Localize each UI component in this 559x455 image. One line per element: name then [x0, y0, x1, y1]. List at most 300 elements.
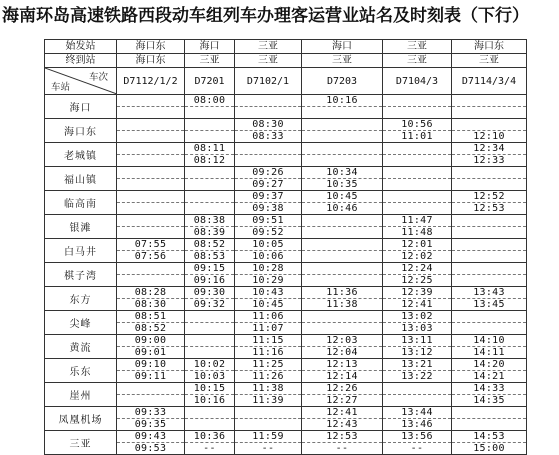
arrive-time [235, 143, 301, 155]
depart-time: 09:01 [134, 347, 167, 358]
time-cell [185, 215, 235, 239]
station-row [45, 335, 527, 359]
depart-time: 08:12 [193, 155, 226, 166]
arrive-time: 12:24 [383, 263, 451, 275]
depart-time: 10:35 [326, 179, 358, 190]
time-cell [117, 311, 185, 335]
depart-time: 12:10 [473, 131, 505, 142]
arrive-time: 11:06 [235, 311, 301, 323]
time-cell [117, 119, 185, 143]
arrive-time: 09:26 [235, 167, 301, 179]
arrive-time [383, 95, 451, 107]
arrive-time: 13:43 [452, 287, 526, 299]
terminus-cell: 三亚 [185, 54, 235, 68]
arrive-time: 13:56 [383, 431, 451, 443]
depart-time [117, 179, 184, 190]
time-cell [235, 191, 302, 215]
time-cell [452, 143, 527, 167]
depart-time: 11:48 [401, 227, 433, 238]
depart-time: 07:56 [134, 251, 167, 262]
arrive-time: 08:52 [185, 239, 234, 251]
depart-time [235, 155, 301, 166]
station-name: 白马井 [45, 239, 117, 263]
depart-time: 09:53 [134, 443, 167, 454]
arrive-time: 09:43 [117, 431, 184, 443]
arrive-time: 11:59 [235, 431, 301, 443]
time-cell [452, 119, 527, 143]
depart-time [383, 203, 451, 214]
time-cell [235, 311, 302, 335]
station-row [45, 119, 527, 143]
arrive-time [185, 167, 234, 179]
time-cell [452, 95, 527, 119]
station-name: 老城镇 [45, 143, 117, 167]
arrive-time: 14:20 [452, 359, 526, 371]
train-number-cell: D7112/1/2 [117, 68, 185, 95]
depart-time: 12:04 [326, 347, 358, 358]
train-number-cell: D7201 [185, 68, 235, 95]
depart-time: 12:41 [401, 299, 433, 310]
train-number-row [45, 68, 527, 95]
depart-time: 14:35 [473, 395, 505, 406]
time-cell [302, 311, 383, 335]
time-cell [235, 119, 302, 143]
arrive-time: 11:47 [383, 215, 451, 227]
depart-time: 08:53 [193, 251, 226, 262]
depart-time [302, 155, 382, 166]
terminus-cell: 三亚 [383, 54, 452, 68]
depart-time [235, 419, 301, 430]
depart-time: 09:27 [252, 179, 284, 190]
depart-time: 11:07 [252, 323, 284, 334]
depart-time [452, 275, 526, 286]
time-cell [235, 359, 302, 383]
time-cell [185, 143, 235, 167]
arrive-time [302, 143, 382, 155]
terminus-row [45, 54, 527, 68]
train-number-cell: D7102/1 [235, 68, 302, 95]
depart-time [302, 323, 382, 334]
station-name: 海口 [45, 95, 117, 119]
depart-time: 13:45 [473, 299, 505, 310]
arrive-time [302, 119, 382, 131]
time-cell [452, 287, 527, 311]
timetable [44, 39, 527, 455]
arrive-time [302, 311, 382, 323]
arrive-time [117, 191, 184, 203]
arrive-time: 08:28 [117, 287, 184, 299]
time-cell [117, 167, 185, 191]
station-row [45, 383, 527, 407]
depart-time: 15:00 [473, 443, 505, 454]
time-cell [452, 215, 527, 239]
station-name: 临高南 [45, 191, 117, 215]
depart-time [117, 275, 184, 286]
arrive-time [185, 191, 234, 203]
arrive-time: 08:51 [117, 311, 184, 323]
depart-time [185, 419, 234, 430]
time-cell [383, 263, 452, 287]
depart-time: 13:46 [401, 419, 433, 430]
time-cell [383, 119, 452, 143]
arrive-time [117, 263, 184, 275]
terminus-cell: 海口东 [117, 54, 185, 68]
arrive-time: 08:00 [185, 95, 234, 107]
arrive-time [302, 215, 382, 227]
depart-time: 12:27 [326, 395, 358, 406]
time-cell [185, 119, 235, 143]
depart-time: 10:29 [252, 275, 284, 286]
depart-time: 10:45 [252, 299, 284, 310]
train-number-cell: D7104/3 [383, 68, 452, 95]
depart-time [185, 131, 234, 142]
arrive-time [452, 167, 526, 179]
depart-time: 14:21 [473, 371, 505, 382]
depart-time [383, 179, 451, 190]
time-cell [452, 335, 527, 359]
arrive-time [117, 215, 184, 227]
depart-time: 12:02 [401, 251, 433, 262]
depart-time: 10:06 [252, 251, 284, 262]
arrive-time: 09:51 [235, 215, 301, 227]
arrive-time: 10:28 [235, 263, 301, 275]
time-cell [117, 95, 185, 119]
arrive-time [452, 239, 526, 251]
depart-time: -- [203, 443, 216, 454]
depart-time: 09:52 [252, 227, 284, 238]
arrive-time [383, 167, 451, 179]
arrive-time [235, 95, 301, 107]
time-cell [235, 239, 302, 263]
station-name: 乐东 [45, 359, 117, 383]
depart-time [117, 155, 184, 166]
arrive-time [383, 383, 451, 395]
arrive-time: 10:02 [185, 359, 234, 371]
depart-time: 13:12 [401, 347, 433, 358]
depart-time [452, 323, 526, 334]
station-name: 福山镇 [45, 167, 117, 191]
arrive-time: 12:13 [302, 359, 382, 371]
time-cell [383, 215, 452, 239]
arrive-time [185, 119, 234, 131]
arrive-time [302, 239, 382, 251]
arrive-time: 12:53 [302, 431, 382, 443]
depart-time: 10:16 [193, 395, 226, 406]
arrive-time [302, 263, 382, 275]
arrive-time [452, 311, 526, 323]
arrive-time: 09:30 [185, 287, 234, 299]
depart-time: 14:11 [473, 347, 505, 358]
depart-time [302, 275, 382, 286]
depart-time [185, 347, 234, 358]
depart-time: 08:33 [252, 131, 284, 142]
depart-time: 11:39 [252, 395, 284, 406]
time-cell [383, 191, 452, 215]
depart-time: 10:46 [326, 203, 358, 214]
station-row [45, 143, 527, 167]
time-cell [383, 431, 452, 455]
arrive-time [117, 383, 184, 395]
arrive-time: 08:30 [235, 119, 301, 131]
arrive-time [452, 407, 526, 419]
station-row [45, 167, 527, 191]
arrive-time: 12:34 [452, 143, 526, 155]
depart-time: 09:32 [193, 299, 226, 310]
depart-time [185, 179, 234, 190]
time-cell [302, 215, 383, 239]
time-cell [185, 239, 235, 263]
station-row [45, 95, 527, 119]
arrive-time [452, 215, 526, 227]
depart-time: 12:14 [326, 371, 358, 382]
time-cell [302, 359, 383, 383]
station-row [45, 311, 527, 335]
time-cell [302, 95, 383, 119]
arrive-time [383, 143, 451, 155]
depart-time [383, 107, 451, 118]
origin-cell: 三亚 [235, 40, 302, 54]
station-name: 黄流 [45, 335, 117, 359]
terminus-cell: 三亚 [302, 54, 383, 68]
time-cell [235, 167, 302, 191]
time-cell [117, 215, 185, 239]
time-cell [302, 431, 383, 455]
depart-time: 11:16 [252, 347, 284, 358]
arrive-time [185, 311, 234, 323]
arrive-time: 09:37 [235, 191, 301, 203]
depart-time: -- [335, 443, 349, 454]
station-row [45, 263, 527, 287]
arrive-time: 12:01 [383, 239, 451, 251]
diagonal-header-cell [45, 68, 117, 95]
time-cell [235, 263, 302, 287]
time-cell [302, 191, 383, 215]
time-cell [383, 311, 452, 335]
arrive-time [235, 407, 301, 419]
time-cell [302, 119, 383, 143]
depart-time [185, 323, 234, 334]
time-cell [117, 431, 185, 455]
time-cell [302, 335, 383, 359]
depart-time: 12:53 [473, 203, 505, 214]
arrive-time: 11:36 [302, 287, 382, 299]
arrive-time [185, 335, 234, 347]
time-cell [117, 383, 185, 407]
terminus-cell: 三亚 [452, 54, 527, 68]
depart-time: 08:39 [193, 227, 226, 238]
time-cell [452, 407, 527, 431]
depart-time [117, 107, 184, 118]
time-cell [302, 143, 383, 167]
time-cell [383, 407, 452, 431]
station-name: 海口东 [45, 119, 117, 143]
time-cell [185, 167, 235, 191]
arrive-time: 10:05 [235, 239, 301, 251]
arrive-time: 10:45 [302, 191, 382, 203]
train-label: 车次 [88, 72, 108, 83]
arrive-time: 12:41 [302, 407, 382, 419]
station-name: 崖州 [45, 383, 117, 407]
depart-time: 08:30 [134, 299, 167, 310]
depart-time: 09:38 [252, 203, 284, 214]
time-cell [185, 191, 235, 215]
origin-cell: 海口东 [452, 40, 527, 54]
depart-time: 09:35 [134, 419, 167, 430]
time-cell [185, 431, 235, 455]
page-title: 海南环岛高速铁路西段动车组列车办理客运营业站名及时刻表（下行） [2, 6, 529, 26]
arrive-time: 12:03 [302, 335, 382, 347]
time-cell [235, 335, 302, 359]
time-cell [383, 383, 452, 407]
time-cell [117, 335, 185, 359]
depart-time: 08:52 [134, 323, 167, 334]
station-row [45, 191, 527, 215]
arrive-time [185, 407, 234, 419]
time-cell [302, 407, 383, 431]
station-label: 车站 [51, 82, 71, 93]
time-cell [117, 407, 185, 431]
time-cell [185, 359, 235, 383]
arrive-time: 12:39 [383, 287, 451, 299]
arrive-time: 14:33 [452, 383, 526, 395]
time-cell [235, 143, 302, 167]
arrive-time: 13:44 [383, 407, 451, 419]
station-row [45, 359, 527, 383]
station-name: 尖峰 [45, 311, 117, 335]
time-cell [302, 383, 383, 407]
time-cell [452, 263, 527, 287]
arrive-time: 09:15 [185, 263, 234, 275]
time-cell [302, 287, 383, 311]
arrive-time: 11:15 [235, 335, 301, 347]
time-cell [117, 191, 185, 215]
time-cell [117, 143, 185, 167]
time-cell [383, 287, 452, 311]
depart-time: 13:22 [401, 371, 433, 382]
arrive-time [452, 95, 526, 107]
time-cell [452, 383, 527, 407]
time-cell [452, 311, 527, 335]
depart-time: 12:25 [401, 275, 433, 286]
arrive-time: 13:11 [383, 335, 451, 347]
station-row [45, 287, 527, 311]
arrive-time: 10:56 [383, 119, 451, 131]
depart-time [452, 251, 526, 262]
arrive-time [117, 143, 184, 155]
depart-time [452, 179, 526, 190]
arrive-time: 09:00 [117, 335, 184, 347]
depart-time [185, 107, 234, 118]
train-number-cell: D7203 [302, 68, 383, 95]
depart-time: 12:43 [326, 419, 358, 430]
time-cell [452, 431, 527, 455]
arrive-time [117, 167, 184, 179]
arrive-time [117, 119, 184, 131]
time-cell [383, 167, 452, 191]
station-name: 东方 [45, 287, 117, 311]
time-cell [117, 359, 185, 383]
time-cell [185, 287, 235, 311]
depart-time: 12:33 [473, 155, 505, 166]
train-number-cell: D7114/3/4 [452, 68, 527, 95]
arrive-time [383, 191, 451, 203]
origin-cell: 海口 [185, 40, 235, 54]
time-cell [383, 335, 452, 359]
depart-time: 11:01 [401, 131, 433, 142]
depart-time [452, 107, 526, 118]
arrive-time: 12:26 [302, 383, 382, 395]
time-cell [235, 95, 302, 119]
arrive-time [117, 95, 184, 107]
time-cell [235, 383, 302, 407]
time-cell [117, 287, 185, 311]
arrive-time: 09:10 [117, 359, 184, 371]
arrive-time: 12:52 [452, 191, 526, 203]
arrive-time [452, 263, 526, 275]
time-cell [185, 407, 235, 431]
depart-time [452, 419, 526, 430]
station-name: 凤凰机场 [45, 407, 117, 431]
time-cell [383, 239, 452, 263]
depart-time [302, 107, 382, 118]
time-cell [235, 287, 302, 311]
arrive-time: 11:38 [235, 383, 301, 395]
depart-time: -- [410, 443, 424, 454]
depart-time [117, 203, 184, 214]
arrive-time: 10:16 [302, 95, 382, 107]
time-cell [452, 359, 527, 383]
depart-time [383, 155, 451, 166]
origin-cell: 海口 [302, 40, 383, 54]
terminus-cell: 三亚 [235, 54, 302, 68]
depart-time [117, 131, 184, 142]
depart-time [185, 203, 234, 214]
arrive-time [452, 119, 526, 131]
time-cell [302, 263, 383, 287]
station-row [45, 215, 527, 239]
time-cell [383, 95, 452, 119]
arrive-time: 13:21 [383, 359, 451, 371]
depart-time [235, 107, 301, 118]
arrive-time: 11:25 [235, 359, 301, 371]
time-cell [185, 95, 235, 119]
time-cell [185, 383, 235, 407]
arrive-time: 10:36 [185, 431, 234, 443]
depart-time [302, 131, 382, 142]
station-row [45, 431, 527, 455]
depart-time: 13:03 [401, 323, 433, 334]
arrive-time: 07:55 [117, 239, 184, 251]
depart-time [452, 227, 526, 238]
depart-time: -- [261, 443, 275, 454]
time-cell [185, 335, 235, 359]
time-cell [452, 167, 527, 191]
time-cell [185, 311, 235, 335]
arrive-time: 10:15 [185, 383, 234, 395]
depart-time: 09:11 [134, 371, 167, 382]
time-cell [383, 143, 452, 167]
station-row [45, 239, 527, 263]
arrive-time: 13:02 [383, 311, 451, 323]
time-cell [302, 239, 383, 263]
station-name: 银滩 [45, 215, 117, 239]
arrive-time: 09:33 [117, 407, 184, 419]
time-cell [117, 263, 185, 287]
time-cell [117, 239, 185, 263]
depart-time: 09:16 [193, 275, 226, 286]
depart-time [383, 395, 451, 406]
arrive-time: 10:34 [302, 167, 382, 179]
